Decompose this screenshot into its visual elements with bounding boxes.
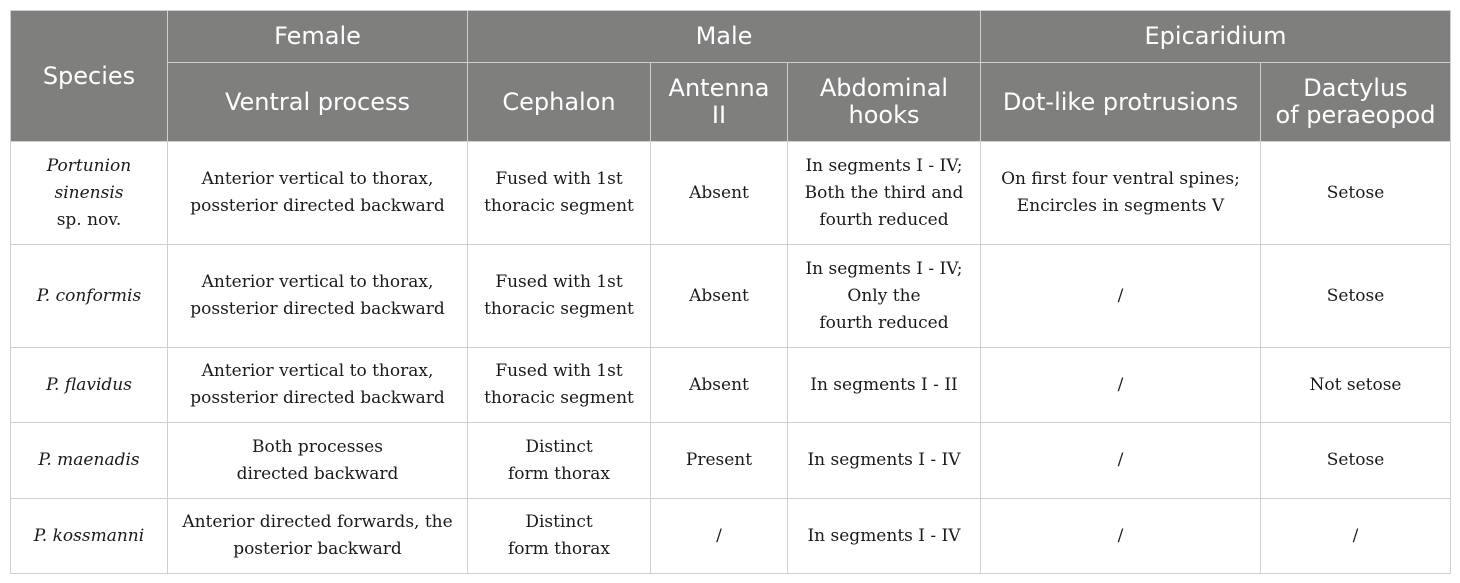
cephalon-cell: Fused with 1st thoracic segment	[468, 245, 651, 348]
antenna-cell: /	[651, 499, 788, 574]
header-row-groups	[11, 11, 1451, 63]
table-row	[11, 142, 1451, 245]
cephalon-cell: Fused with 1st thoracic segment	[468, 142, 651, 245]
header-ventral-process: Ventral process	[168, 63, 468, 142]
species-cell: P. kossmanni	[11, 499, 168, 574]
ventral-process-cell: Anterior vertical to thorax, possterior directed backward	[168, 245, 468, 348]
abdominal-hooks-cell: In segments I - IV	[788, 423, 981, 499]
abdominal-hooks-cell: In segments I - IV; Both the third and fourth reduced	[788, 142, 981, 245]
header-row-columns	[11, 63, 1451, 142]
header-male: Male	[468, 11, 981, 63]
dot-like-protrusions-cell: /	[981, 348, 1261, 423]
header-female: Female	[168, 11, 468, 63]
cephalon-cell: Distinct form thorax	[468, 499, 651, 574]
dot-like-protrusions-cell: On first four ventral spines; Encircles in segments V	[981, 142, 1261, 245]
table-row	[11, 499, 1451, 574]
antenna-cell: Present	[651, 423, 788, 499]
species-cell	[11, 142, 168, 245]
ventral-process-cell: Anterior directed forwards, the posterior backward	[168, 499, 468, 574]
dot-like-protrusions-cell: /	[981, 245, 1261, 348]
dactylus-cell: Setose	[1261, 245, 1451, 348]
species-cell: P. conformis	[11, 245, 168, 348]
species-name: Portunion sinensis	[46, 155, 132, 203]
header-dot-like-protrusions: Dot-like protrusions	[981, 63, 1261, 142]
abdominal-hooks-cell: In segments I - II	[788, 348, 981, 423]
header-species: Species	[11, 11, 168, 142]
dot-like-protrusions-cell: /	[981, 499, 1261, 574]
cephalon-cell: Distinct form thorax	[468, 423, 651, 499]
dot-like-protrusions-cell: /	[981, 423, 1261, 499]
table-row	[11, 348, 1451, 423]
species-cell: P. flavidus	[11, 348, 168, 423]
antenna-cell: Absent	[651, 142, 788, 245]
header-dactylus: Dactylus of peraeopod	[1261, 63, 1451, 142]
ventral-process-cell: Anterior vertical to thorax, possterior directed backward	[168, 348, 468, 423]
ventral-process-cell: Both processes directed backward	[168, 423, 468, 499]
table-row	[11, 423, 1451, 499]
table-row	[11, 245, 1451, 348]
dactylus-cell: /	[1261, 499, 1451, 574]
species-cell: P. maenadis	[11, 423, 168, 499]
cephalon-cell: Fused with 1st thoracic segment	[468, 348, 651, 423]
abdominal-hooks-cell: In segments I - IV	[788, 499, 981, 574]
dactylus-cell: Not setose	[1261, 348, 1451, 423]
dactylus-cell: Setose	[1261, 423, 1451, 499]
header-epicaridium: Epicaridium	[981, 11, 1451, 63]
species-comparison-table	[10, 10, 1451, 574]
dactylus-cell: Setose	[1261, 142, 1451, 245]
ventral-process-cell: Anterior vertical to thorax, possterior directed backward	[168, 142, 468, 245]
header-antenna-ii: Antenna II	[651, 63, 788, 142]
species-suffix: sp. nov.	[56, 209, 122, 230]
antenna-cell: Absent	[651, 245, 788, 348]
header-cephalon: Cephalon	[468, 63, 651, 142]
abdominal-hooks-cell: In segments I - IV; Only the fourth reduced	[788, 245, 981, 348]
header-abdominal-hooks: Abdominal hooks	[788, 63, 981, 142]
antenna-cell: Absent	[651, 348, 788, 423]
